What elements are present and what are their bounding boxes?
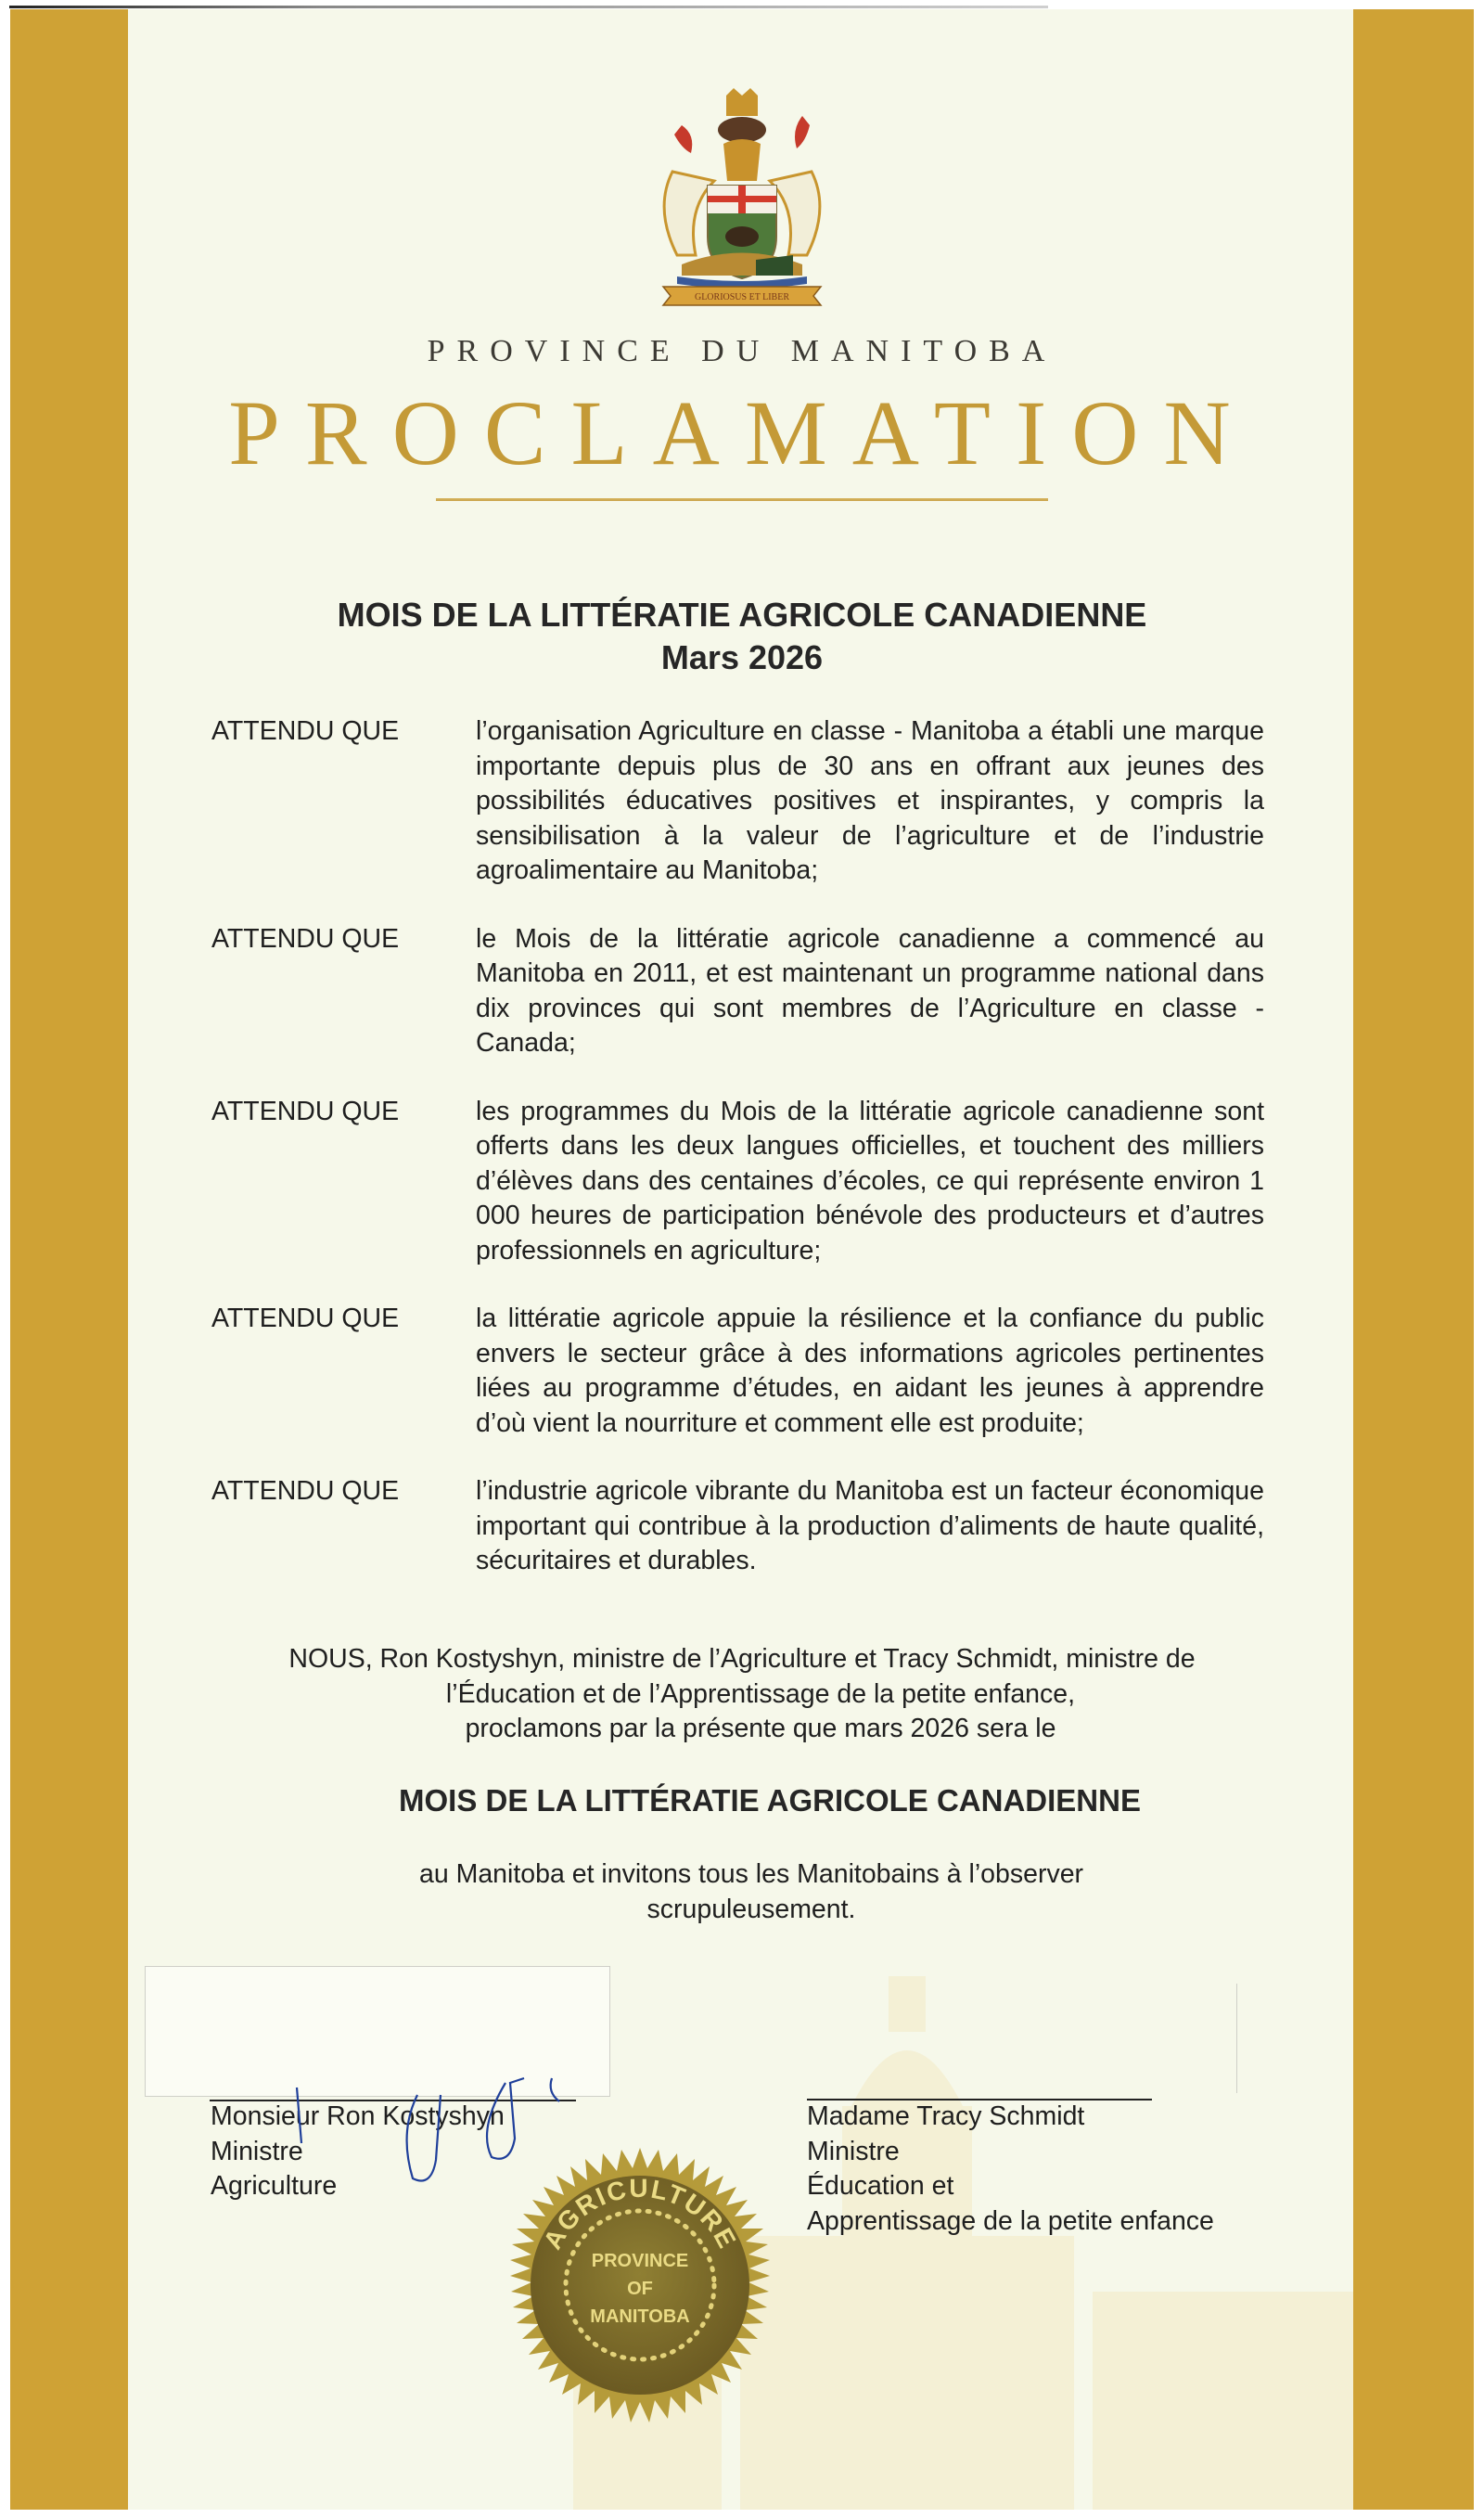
clause-label: ATTENDU QUE (211, 1096, 400, 1126)
proclamation-statement (0, 1642, 1484, 1747)
clause-text: les programmes du Mois de la littératie agricole canadienne sont offerts dans les deux langues officielles, et touchent des milliers d’élèves dans des centaines d’écoles, ce qui représente environ 1 000 heures de participation bénévole des producteurs et d’autres professionnels en agriculture; (476, 1096, 1264, 1265)
signatory-department: Agriculture (211, 2171, 338, 2201)
closing-line-2: scrupuleusement. (646, 1894, 856, 1924)
svg-text:AGRICULTURE: AGRICULTURE (537, 2173, 743, 2255)
clause-label: ATTENDU QUE (211, 716, 400, 746)
clause-label: ATTENDU QUE (211, 1304, 400, 1333)
statement-line-2: l’Éducation et de l’Apprentissage de la petite enfance, (445, 1678, 1076, 1709)
clause (211, 1302, 1264, 1441)
subject-title: MOIS DE LA LITTÉRATIE AGRICOLE CANADIENNE (337, 596, 1147, 634)
closing-statement (0, 1857, 1484, 1927)
svg-text:GLORIOSUS ET LIBER: GLORIOSUS ET LIBER (694, 292, 790, 302)
subject-date: Mars 2026 (660, 638, 824, 676)
proclamation-subject (0, 594, 1484, 679)
clause-text: l’industrie agricole vibrante du Manitoba est un facteur économique important qui contribue à la production d’aliments de haute qualité, sécuritaires et durables. (476, 1476, 1264, 1575)
province-heading: PROVINCE DU MANITOBA (427, 334, 1057, 368)
svg-text:OF: OF (627, 2279, 653, 2299)
clause (211, 1474, 1264, 1579)
proclamation-title: PROCLAMATION (228, 381, 1256, 484)
signatory-department: Éducation et (807, 2171, 954, 2201)
scan-top-edge (9, 6, 1048, 8)
manitoba-coat-of-arms-icon (645, 88, 839, 315)
proclaimed-title: MOIS DE LA LITTÉRATIE AGRICOLE CANADIENNE (399, 1783, 1141, 1818)
clause (211, 714, 1264, 889)
svg-text:PROVINCE: PROVINCE (591, 2251, 689, 2271)
clause (211, 1095, 1264, 1269)
signatory-schmidt (807, 2100, 1214, 2239)
clause-label: ATTENDU QUE (211, 923, 400, 954)
signatory-department-2: Apprentissage de la petite enfance (807, 2205, 1214, 2236)
statement-line-1: NOUS, Ron Kostyshyn, ministre de l’Agriculture et Tracy Schmidt, ministre de (288, 1644, 1196, 1674)
agriculture-gold-seal-icon (482, 2148, 798, 2463)
signatory-name: Madame Tracy Schmidt (807, 2101, 1085, 2131)
signatory-title: Ministre (211, 2136, 303, 2166)
clause-text: le Mois de la littératie agricole canadienne a commencé au Manitoba en 2011, et est maintenant un programme national dans dix provinces qui sont membres de l’Agriculture en classe - Canada; (476, 923, 1264, 1058)
clause-label: ATTENDU QUE (211, 1476, 400, 1506)
svg-text:MANITOBA: MANITOBA (590, 2306, 690, 2327)
title-divider (436, 498, 1048, 501)
whereas-clauses (211, 714, 1264, 1612)
clause-text: l’organisation Agriculture en classe - Manitoba a établi une marque importante depuis plus de 30 ans en offrant aux jeunes des possibilités éducatives positives et inspirantes, y compris la sensibilisation à la valeur de l’agriculture et de l’industrie agroalimentaire au Manitoba; (476, 716, 1264, 885)
statement-line-3: proclamons par la présente que mars 2026 sera le (465, 1714, 1056, 1743)
signatory-title: Ministre (807, 2136, 900, 2166)
closing-line-1: au Manitoba et invitons tous les Manitobains à l’observer (418, 1859, 1084, 1889)
signatory-name: Monsieur Ron Kostyshyn (211, 2101, 505, 2131)
clause-text: la littératie agricole appuie la résilience et la confiance du public envers le secteur grâce à des informations agricoles pertinentes liées au programme d’études, en aidant les jeunes à apprendre d’où vient la nourriture et comment elle est produite; (476, 1304, 1264, 1438)
clause (211, 922, 1264, 1061)
scan-artifact-line (1236, 1984, 1237, 2093)
